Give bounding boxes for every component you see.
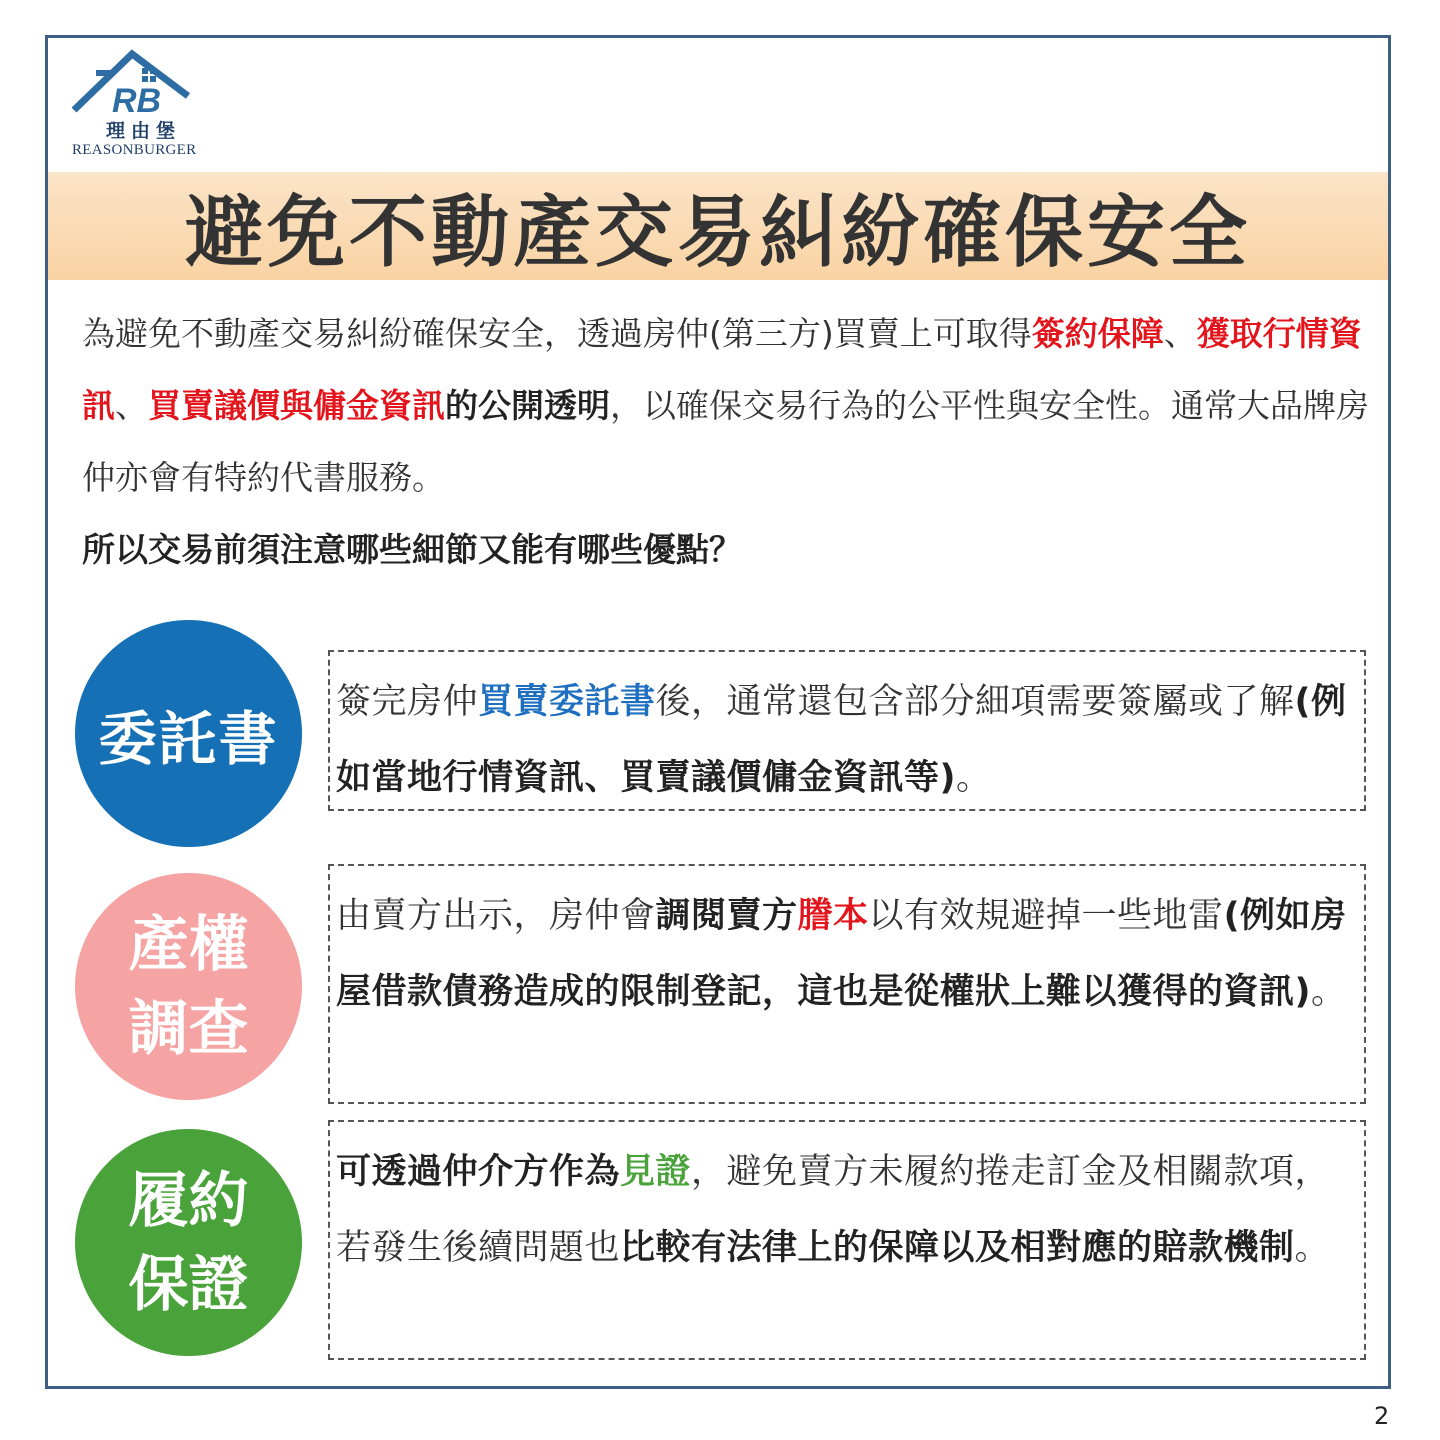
page-title: 避免不動產交易糾紛確保安全 xyxy=(184,188,1251,278)
logo-chinese-name: 理由堡 xyxy=(106,120,182,142)
highlight-witness: 見證 xyxy=(620,1152,692,1192)
escrow-box xyxy=(328,1120,1366,1360)
intro-question: 所以交易前須注意哪些細節又能有哪些優點？ xyxy=(82,530,742,569)
commission-box xyxy=(328,650,1366,811)
brand-logo xyxy=(70,48,220,163)
intro-paragraph xyxy=(82,298,1372,586)
logo-english-name: REASONBURGER xyxy=(72,142,197,158)
title-banner xyxy=(48,172,1388,280)
highlight-commission: 買賣委託書 xyxy=(478,682,656,722)
circle-escrow: 履約 保證 xyxy=(75,1129,302,1356)
house-logo-icon xyxy=(70,48,195,116)
highlight-transcript: 謄本 xyxy=(797,896,869,936)
escrow-text: 可透過仲介方作為見證，避免賣方未履約捲走訂金及相關款項，若發生後續問題也比較有法律上的保障以及相對應的賠款機制。 xyxy=(336,1152,1331,1268)
title-search-text: 由賣方出示，房仲會調閱賣方謄本以有效規避掉一些地雷(例如房屋借款債務造成的限制登記，這也是從權狀上難以獲得的資訊)。 xyxy=(336,896,1347,1012)
commission-text: 簽完房仲買賣委託書後，通常還包含部分細項需要簽屬或了解(例如當地行情資訊、買賣議價傭金資訊等)。 xyxy=(336,682,1347,798)
title-search-box xyxy=(328,864,1366,1104)
circle-title-search: 產權 調查 xyxy=(75,873,302,1100)
highlight-contract: 簽約保障 xyxy=(1031,314,1164,353)
highlight-market-info: 獲取行情資訊 xyxy=(82,314,1362,425)
page-number: 2 xyxy=(1374,1402,1390,1430)
intro-text: 為避免不動產交易糾紛確保安全，透過房仲(第三方)買賣上可取得簽約保障、獲取行情資訊、買賣議價與傭金資訊的公開透明，以確保交易行為的公平性與安全性。通常大品牌房仲亦會有特約代書服務。 xyxy=(82,314,1369,497)
highlight-price-info: 買賣議價與傭金資訊 xyxy=(148,386,445,425)
circle-commission: 委託書 xyxy=(75,620,302,847)
svg-text:RB: RB xyxy=(112,82,162,116)
